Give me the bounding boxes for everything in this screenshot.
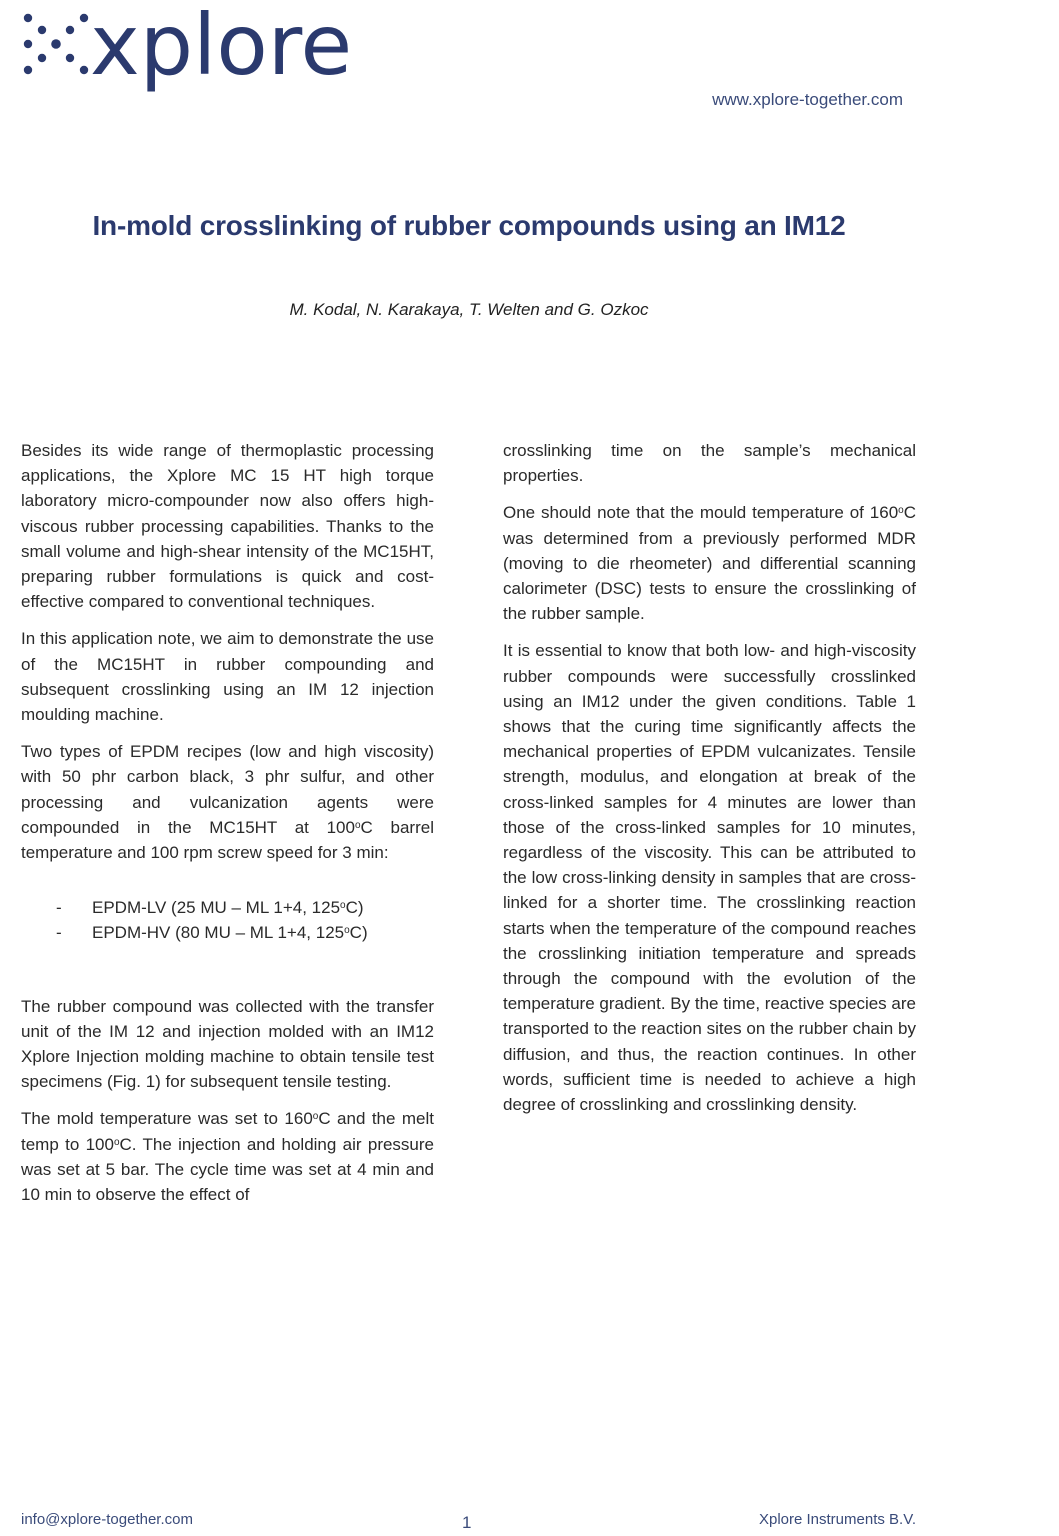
paragraph: In this application note, we aim to demonstrate the use of the MC15HT in rubber compounding and subsequent crosslinking using an IM 12 injection moulding machine. xyxy=(21,629,434,725)
left-column xyxy=(21,438,434,1219)
footer-email[interactable]: info@xplore-together.com xyxy=(21,1511,193,1528)
xplore-logo xyxy=(18,0,353,112)
logo-text: xplore xyxy=(90,0,353,94)
paragraph: The mold temperature was set to 160$^o$C and the melt temp to 100$^o$C. The injection and holding air pressure was set at 5 bar. The cycle time was set at 4 min and 10 min to observe the effect of xyxy=(21,1109,435,1205)
page-number: 1 xyxy=(462,1513,472,1532)
paragraph: Besides its wide range of thermoplastic processing applications, the Xplore MC 15 HT high torque laboratory micro-compounder now also offers high-viscous rubber processing capabilities. Thanks to the small volume and high-shear intensity of the MC15HT, preparing rubber formulations is quick and cost-effective compared to conventional techniques. xyxy=(21,441,434,612)
paragraph: One should note that the mould temperature of 160$^o$C was determined from a previously performed MDR (moving to die rheometer) and differential scanning calorimeter (DSC) tests to ensure the crosslinking of the rubber sample. xyxy=(503,503,916,624)
recipe-list xyxy=(21,895,434,945)
paragraph: The rubber compound was collected with the transfer unit of the IM 12 and injection molded with an IM12 Xplore Injection molding machine to obtain tensile test specimens (Fig. 1) for subsequent tensile testing. xyxy=(21,996,434,1092)
footer-company: Xplore Instruments B.V. xyxy=(758,1511,916,1528)
authors: M. Kodal, N. Karakaya, T. Welten and G. Ozkoc xyxy=(289,300,649,319)
logo-graphic xyxy=(18,0,353,112)
website-link[interactable]: www.xplore-together.com xyxy=(712,90,903,109)
page-title: In-mold crosslinking of rubber compounds using an IM12 xyxy=(92,210,846,241)
paragraph: Two types of EPDM recipes (low and high viscosity) with 50 phr carbon black, 3 phr sulfur, and other processing and vulcanization agents were compounded in the MC15HT at 100$^o$C barrel temperature and 100 rpm screw speed for 3 min: xyxy=(21,742,434,863)
paragraph: It is essential to know that both low- and high-viscosity rubber compounds were successfully crosslinked using an IM12 under the given conditions. Table 1 shows that the curing time significantly affects the mechanical properties of EPDM vulcanizates. Tensile strength, modulus, and elongation at break of the cross-linked samples for 4 minutes are lower than those of the cross-linked samples for 10 minutes, regardless of the viscosity. This can be attributed to the low cross-linking density in samples that are cross-linked for a shorter time. The crosslinking reaction starts when the temperature of the compound reaches the crosslinking initiation temperature and spreads through the compound with the evolution of the temperature gradient. By the time, reactive species are transported to the reaction sites on the rubber chain by diffusion, and thus, the reaction continues. In other words, sufficient time is needed to achieve a high degree of crosslinking and crosslinking density. xyxy=(503,641,916,1115)
right-column xyxy=(503,438,916,1129)
paragraph: crosslinking time on the sample’s mechanical properties. xyxy=(503,441,916,486)
list-item: - EPDM-LV (25 MU – ML 1+4, 125$^o$C) xyxy=(21,895,434,920)
list-item: - EPDM-HV (80 MU – ML 1+4, 125$^o$C) xyxy=(21,920,434,945)
